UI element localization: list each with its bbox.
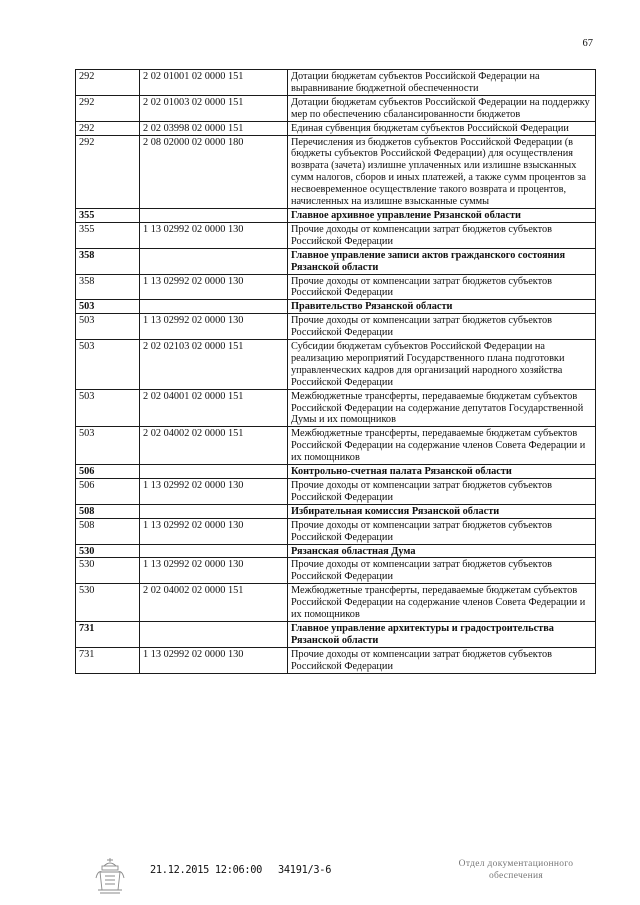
revenue-name-cell: Прочие доходы от компенсации затрат бюджетов субъектов Российской Федерации <box>288 647 596 673</box>
admin-code-cell: 530 <box>76 584 140 622</box>
revenue-code-cell: 2 02 02103 02 0000 151 <box>140 340 288 390</box>
table-row-administrator-heading <box>76 248 596 274</box>
admin-code-cell: 358 <box>76 274 140 300</box>
revenue-code-cell: 1 13 02992 02 0000 130 <box>140 222 288 248</box>
coat-of-arms-icon <box>92 856 128 894</box>
table-row <box>76 518 596 544</box>
table-row <box>76 479 596 505</box>
revenue-name-cell: Прочие доходы от компенсации затрат бюджетов субъектов Российской Федерации <box>288 518 596 544</box>
admin-code-cell: 355 <box>76 208 140 222</box>
revenue-code-cell: 2 02 04001 02 0000 151 <box>140 389 288 427</box>
admin-code-cell: 503 <box>76 340 140 390</box>
admin-code-cell: 292 <box>76 95 140 121</box>
revenue-name-cell: Перечисления из бюджетов субъектов Российской Федерации (в бюджеты субъектов Российской Федерации) для осуществления возврата (зачета) излишне уплаченных или излишне взысканных сумм налогов, сборов и иных платежей, а также сумм процентов за несвоевременное осуществление такого возврата и процентов, начисленных на излишне взысканные суммы <box>288 135 596 208</box>
table-row <box>76 274 596 300</box>
revenue-name-cell: Дотации бюджетам субъектов Российской Федерации на поддержку мер по обеспечению сбалансированности бюджетов <box>288 95 596 121</box>
revenue-name-cell: Главное управление записи актов гражданского состояния Рязанской области <box>288 248 596 274</box>
admin-code-cell: 506 <box>76 479 140 505</box>
revenue-name-cell: Единая субвенция бюджетам субъектов Российской Федерации <box>288 121 596 135</box>
revenue-name-cell: Прочие доходы от компенсации затрат бюджетов субъектов Российской Федерации <box>288 314 596 340</box>
admin-code-cell: 503 <box>76 389 140 427</box>
table-row <box>76 135 596 208</box>
revenue-code-cell: 2 02 01001 02 0000 151 <box>140 70 288 96</box>
revenue-code-cell: 2 08 02000 02 0000 180 <box>140 135 288 208</box>
revenue-name-cell: Избирательная комиссия Рязанской области <box>288 504 596 518</box>
revenue-code-cell: 2 02 03998 02 0000 151 <box>140 121 288 135</box>
table-row <box>76 389 596 427</box>
admin-code-cell: 530 <box>76 544 140 558</box>
footer-department-stamp <box>446 858 586 882</box>
revenue-name-cell: Прочие доходы от компенсации затрат бюджетов субъектов Российской Федерации <box>288 222 596 248</box>
revenue-code-cell: 1 13 02992 02 0000 130 <box>140 647 288 673</box>
admin-code-cell: 731 <box>76 647 140 673</box>
revenue-code-cell <box>140 621 288 647</box>
table-row <box>76 340 596 390</box>
revenue-name-cell: Прочие доходы от компенсации затрат бюджетов субъектов Российской Федерации <box>288 558 596 584</box>
revenue-code-cell: 1 13 02992 02 0000 130 <box>140 274 288 300</box>
table-row <box>76 584 596 622</box>
table-row-administrator-heading <box>76 208 596 222</box>
footer-date: 21.12.2015 12:06:00 <box>150 864 263 876</box>
table-row <box>76 427 596 465</box>
admin-code-cell: 292 <box>76 70 140 96</box>
revenue-code-cell: 1 13 02992 02 0000 130 <box>140 518 288 544</box>
footer-dept-line: Отдел документационного <box>458 859 574 869</box>
revenue-code-cell: 2 02 01003 02 0000 151 <box>140 95 288 121</box>
revenue-code-cell: 2 02 04002 02 0000 151 <box>140 427 288 465</box>
admin-code-cell: 506 <box>76 465 140 479</box>
admin-code-cell: 292 <box>76 121 140 135</box>
revenue-name-cell: Правительство Рязанской области <box>288 300 596 314</box>
table-row <box>76 95 596 121</box>
table-row <box>76 222 596 248</box>
table-row-administrator-heading <box>76 504 596 518</box>
revenue-code-cell: 1 13 02992 02 0000 130 <box>140 479 288 505</box>
table-body <box>76 70 596 674</box>
admin-code-cell: 503 <box>76 314 140 340</box>
revenue-code-cell: 1 13 02992 02 0000 130 <box>140 558 288 584</box>
revenue-code-cell <box>140 504 288 518</box>
footer-dept-line: обеспечения <box>488 871 544 881</box>
admin-code-cell: 358 <box>76 248 140 274</box>
revenue-codes-table <box>75 69 596 674</box>
admin-code-cell: 503 <box>76 300 140 314</box>
table-row <box>76 121 596 135</box>
revenue-name-cell: Межбюджетные трансферты, передаваемые бюджетам субъектов Российской Федерации на содержание членов Совета Федерации и их помощников <box>288 584 596 622</box>
page-number: 67 <box>582 38 593 49</box>
table-row-administrator-heading <box>76 544 596 558</box>
admin-code-cell: 355 <box>76 222 140 248</box>
admin-code-cell: 530 <box>76 558 140 584</box>
page-footer <box>0 856 640 896</box>
admin-code-cell: 508 <box>76 504 140 518</box>
revenue-name-cell: Прочие доходы от компенсации затрат бюджетов субъектов Российской Федерации <box>288 274 596 300</box>
admin-code-cell: 292 <box>76 135 140 208</box>
table-row <box>76 70 596 96</box>
revenue-code-cell: 1 13 02992 02 0000 130 <box>140 314 288 340</box>
revenue-name-cell: Главное управление архитектуры и градостроительства Рязанской области <box>288 621 596 647</box>
revenue-name-cell: Главное архивное управление Рязанской области <box>288 208 596 222</box>
revenue-name-cell: Субсидии бюджетам субъектов Российской Федерации на реализацию мероприятий Государственного плана подготовки управленческих кадров для организаций народного хозяйства Российской Федерации <box>288 340 596 390</box>
table-row-administrator-heading <box>76 621 596 647</box>
footer-doc-code: 34191/3-6 <box>278 864 332 876</box>
revenue-code-cell <box>140 248 288 274</box>
table-row-administrator-heading <box>76 300 596 314</box>
revenue-code-cell <box>140 544 288 558</box>
revenue-code-cell <box>140 208 288 222</box>
revenue-name-cell: Прочие доходы от компенсации затрат бюджетов субъектов Российской Федерации <box>288 479 596 505</box>
table-row <box>76 314 596 340</box>
revenue-name-cell: Дотации бюджетам субъектов Российской Федерации на выравнивание бюджетной обеспеченности <box>288 70 596 96</box>
revenue-name-cell: Межбюджетные трансферты, передаваемые бюджетам субъектов Российской Федерации на содержание членов Совета Федерации и их помощников <box>288 427 596 465</box>
table-row-administrator-heading <box>76 465 596 479</box>
revenue-code-cell <box>140 465 288 479</box>
admin-code-cell: 508 <box>76 518 140 544</box>
table-row <box>76 558 596 584</box>
revenue-code-cell <box>140 300 288 314</box>
admin-code-cell: 731 <box>76 621 140 647</box>
table-row <box>76 647 596 673</box>
revenue-name-cell: Контрольно-счетная палата Рязанской области <box>288 465 596 479</box>
revenue-code-cell: 2 02 04002 02 0000 151 <box>140 584 288 622</box>
revenue-name-cell: Межбюджетные трансферты, передаваемые бюджетам субъектов Российской Федерации на содержание депутатов Государственной Думы и их помощников <box>288 389 596 427</box>
revenue-name-cell: Рязанская областная Дума <box>288 544 596 558</box>
admin-code-cell: 503 <box>76 427 140 465</box>
